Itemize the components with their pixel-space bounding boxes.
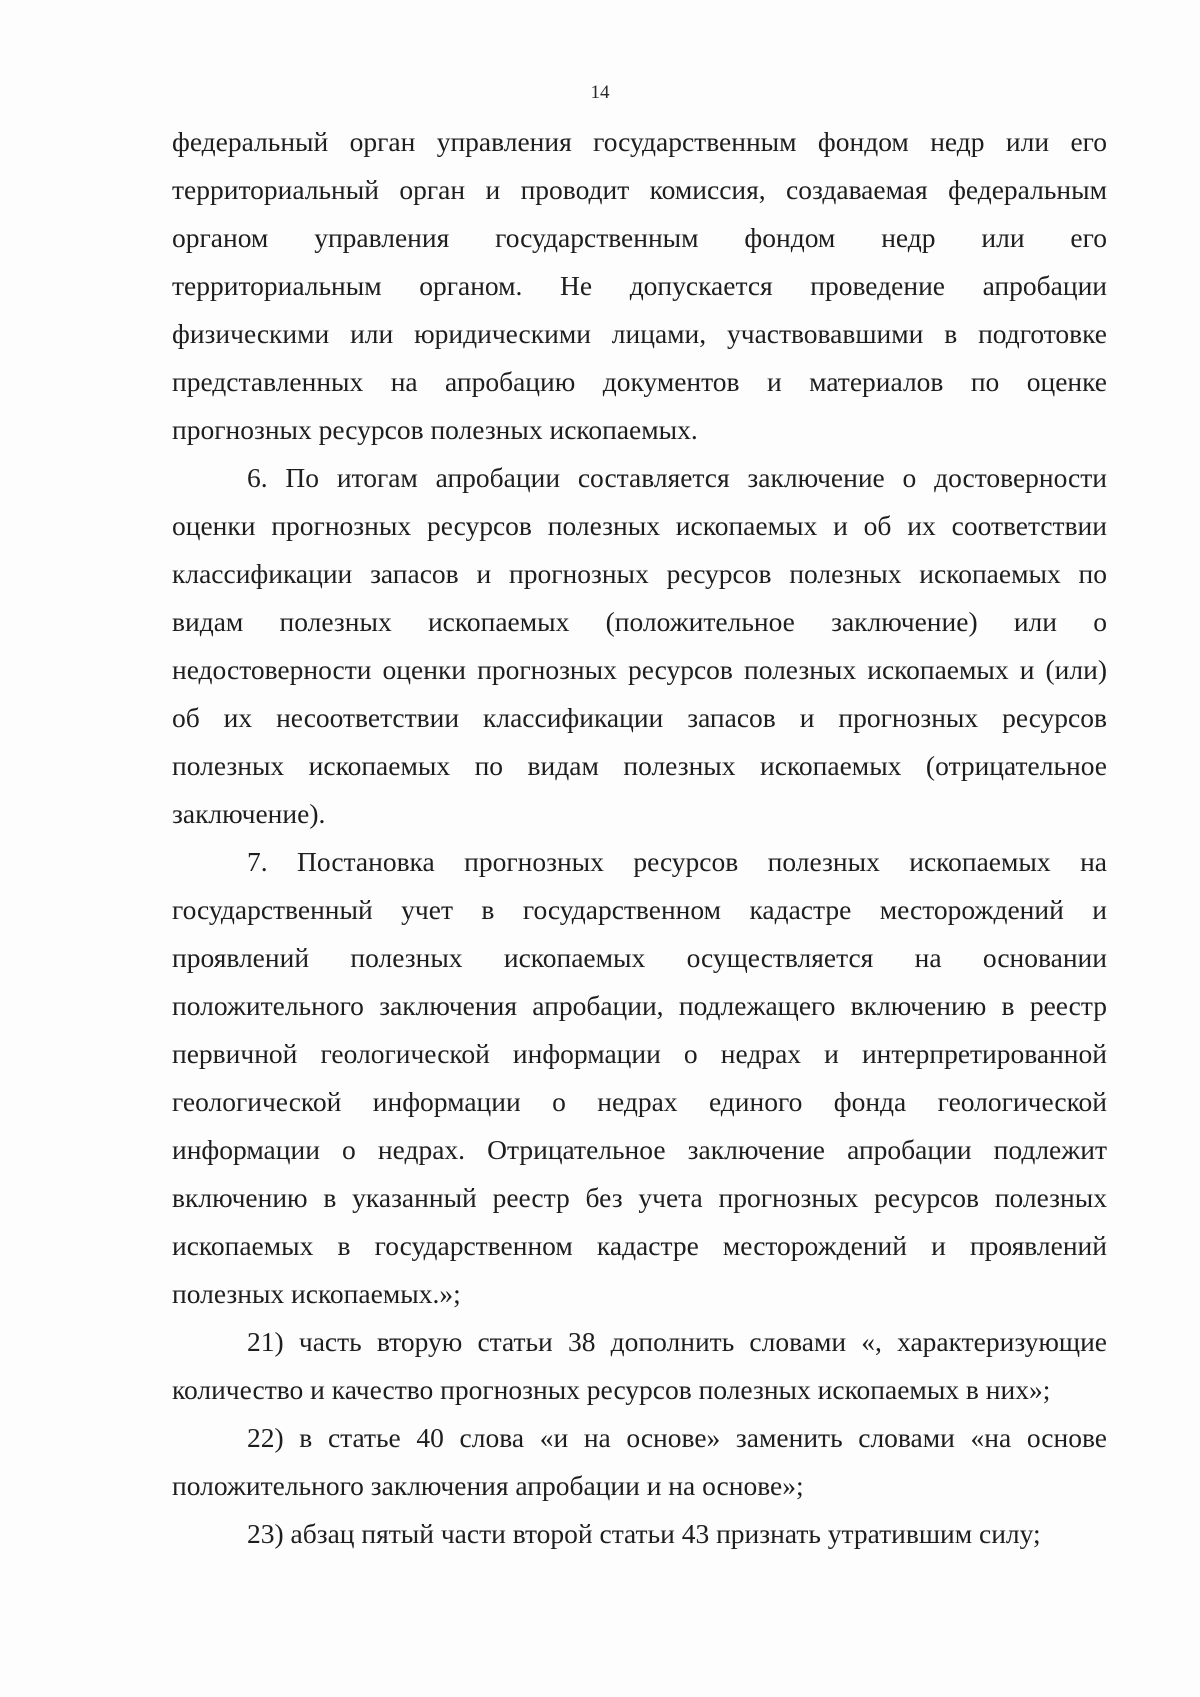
- text-line: 7. Постановка прогнозных ресурсов полезных ископаемых на: [247, 846, 1107, 877]
- text-line: включению в указанный реестр без учета прогнозных ресурсов полезных: [172, 1182, 1107, 1213]
- text-line: территориальный орган и проводит комиссия, создаваемая федеральным: [172, 174, 1107, 205]
- text-line: прогнозных ресурсов полезных ископаемых.: [172, 414, 698, 445]
- text-line: первичной геологической информации о недрах и интерпретированной: [172, 1038, 1107, 1069]
- text-line: геологической информации о недрах единого фонда геологической: [172, 1086, 1107, 1117]
- text-line: недостоверности оценки прогнозных ресурсов полезных ископаемых и (или): [172, 654, 1107, 685]
- text-line: 6. По итогам апробации составляется заключение о достоверности: [247, 462, 1107, 493]
- text-line: представленных на апробацию документов и материалов по оценке: [172, 366, 1107, 397]
- text-line: количество и качество прогнозных ресурсов полезных ископаемых в них»;: [172, 1374, 1051, 1405]
- text-line: об их несоответствии классификации запасов и прогнозных ресурсов: [172, 702, 1107, 733]
- paragraph-p6: [172, 454, 1107, 838]
- text-line: полезных ископаемых.»;: [172, 1278, 461, 1309]
- text-line: ископаемых в государственном кадастре месторождений и проявлений: [172, 1230, 1107, 1261]
- page-number: 14: [590, 82, 610, 103]
- paragraph-p21: [172, 1318, 1107, 1414]
- text-line: федеральный орган управления государственным фондом недр или его: [172, 126, 1107, 157]
- text-line: оценки прогнозных ресурсов полезных ископаемых и об их соответствии: [172, 510, 1107, 541]
- text-line: видам полезных ископаемых (положительное заключение) или о: [172, 606, 1107, 637]
- text-line: государственный учет в государственном кадастре месторождений и: [172, 894, 1107, 925]
- text-line: классификации запасов и прогнозных ресурсов полезных ископаемых по: [172, 558, 1107, 589]
- text-line: проявлений полезных ископаемых осуществляется на основании: [172, 942, 1107, 973]
- text-line: заключение).: [172, 798, 326, 829]
- paragraph-p23: [172, 1510, 1107, 1558]
- text-line: физическими или юридическими лицами, участвовавшими в подготовке: [172, 318, 1107, 349]
- text-line: положительного заключения апробации, подлежащего включению в реестр: [172, 990, 1107, 1021]
- text-line: 23) абзац пятый части второй статьи 43 признать утратившим силу;: [247, 1518, 1041, 1549]
- text-line: территориальным органом. Не допускается проведение апробации: [172, 270, 1107, 301]
- paragraph-p22: [172, 1414, 1107, 1510]
- text-line: информации о недрах. Отрицательное заключение апробации подлежит: [172, 1134, 1107, 1165]
- paragraph-p7: [172, 838, 1107, 1318]
- text-line: 22) в статье 40 слова «и на основе» заменить словами «на основе: [247, 1422, 1107, 1453]
- text-line: положительного заключения апробации и на основе»;: [172, 1470, 804, 1501]
- text-line: полезных ископаемых по видам полезных ископаемых (отрицательное: [172, 750, 1107, 781]
- document-body: [172, 118, 1107, 1558]
- text-line: 21) часть вторую статьи 38 дополнить словами «, характеризующие: [247, 1326, 1107, 1357]
- paragraph-p0: [172, 118, 1107, 454]
- text-line: органом управления государственным фондом недр или его: [172, 222, 1107, 253]
